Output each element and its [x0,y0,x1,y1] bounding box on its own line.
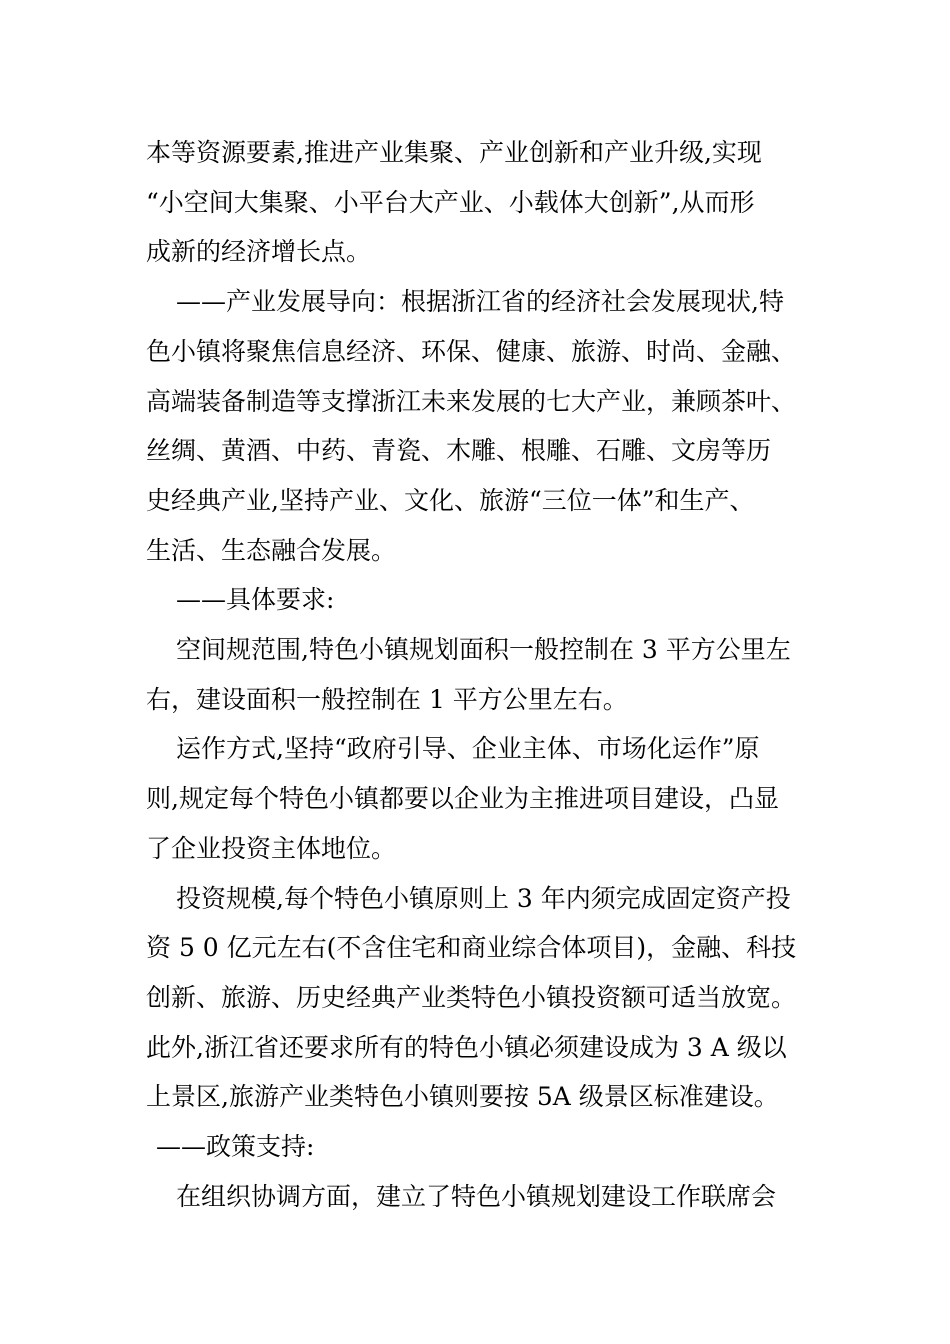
text-line: 上景区,旅游产业类特色小镇则要按 5A 级景区标准建设。 [146,1082,779,1112]
text-line: 在组织协调方面，建立了特色小镇规划建设工作联席会 [176,1181,777,1211]
text-line: 右，建设面积一般控制在 1 平方公里左右。 [146,684,628,714]
section-heading-industry-direction: ——产业发展导向：根据浙江省的经济社会发展现状,特 [176,287,784,317]
document-body [146,128,806,1221]
text-line: 生活、生态融合发展。 [146,535,397,565]
text-line: 运作方式,坚持“政府引导、企业主体、市场化运作”原 [176,734,760,764]
text-line: 色小镇将聚焦信息经济、环保、健康、旅游、时尚、金融、 [146,336,797,366]
text-line: 空间规范围,特色小镇规划面积一般控制在 3 平方公里左 [176,635,791,665]
text-line: 高端装备制造等支撑浙江未来发展的七大产业，兼顾茶叶、 [146,386,797,416]
text-line: 史经典产业,坚持产业、文化、旅游“三位一体”和生产、 [146,485,755,515]
text-line: 创新、旅游、历史经典产业类特色小镇投资额可适当放宽。 [146,982,797,1012]
section-heading-policy-support: ——政策支持: [156,1132,315,1162]
text-line: 成新的经济增长点。 [146,237,372,267]
text-line: 了企业投资主体地位。 [146,833,397,863]
text-line: 本等资源要素,推进产业集聚、产业创新和产业升级,实现 [146,138,762,167]
section-heading-specific-requirements: ——具体要求: [176,585,335,615]
text-line: “小空间大集聚、小平台大产业、小载体大创新”,从而形 [146,187,755,217]
text-line: 此外,浙江省还要求所有的特色小镇必须建设成为 3 A 级以 [146,1032,787,1062]
text-line: 投资规模,每个特色小镇原则上 3 年内须完成固定资产投 [176,883,791,913]
text-line: 则,规定每个特色小镇都要以企业为主推进项目建设，凸显 [146,784,779,814]
text-line: 资 5 0 亿元左右(不含住宅和商业综合体项目)，金融、科技 [146,933,797,963]
text-line: 丝绸、黄酒、中药、青瓷、木雕、根雕、石雕、文房等历 [146,436,772,466]
